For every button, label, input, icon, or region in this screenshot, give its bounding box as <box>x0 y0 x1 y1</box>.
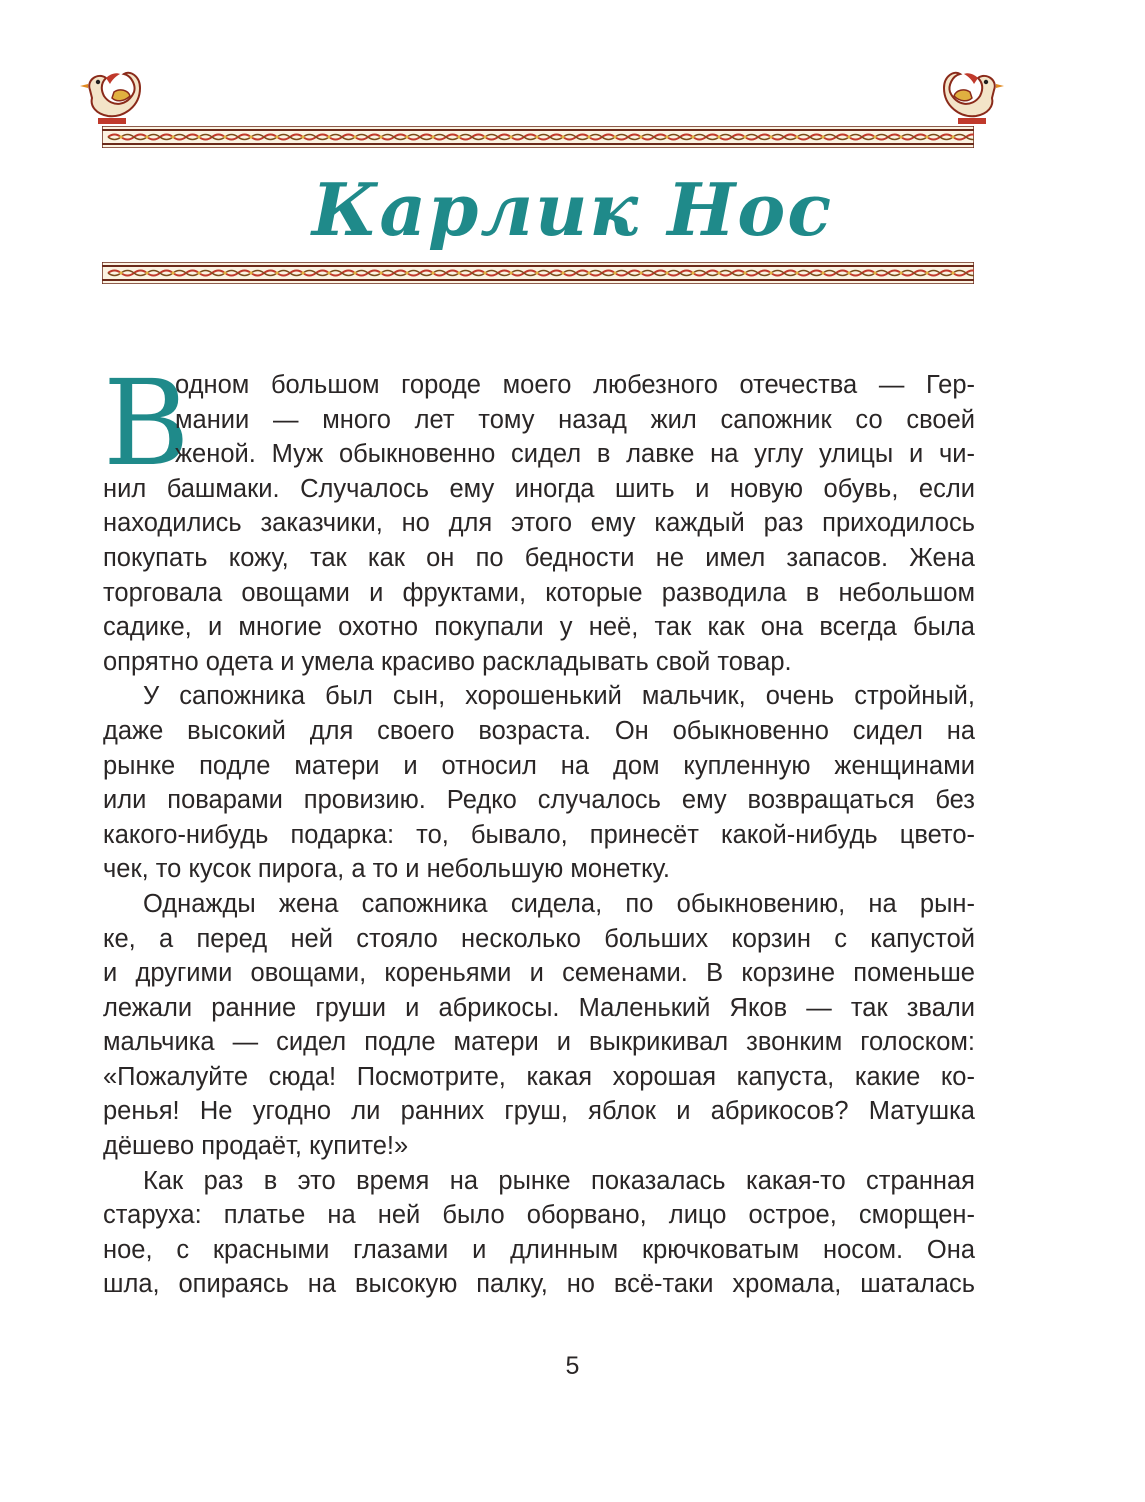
text-line: ке, а перед ней стояло несколько больших корзин с капустой <box>103 924 975 953</box>
text-line: старуха: платье на ней было оборвано, лицо острое, сморщен- <box>103 1201 975 1230</box>
paragraph <box>103 1164 975 1302</box>
text-line: и другими овощами, кореньями и семенами. В корзине поменьше <box>103 959 975 988</box>
left-bird-ornament-icon <box>76 62 146 132</box>
text-line: лежали ранние груши и абрикосы. Маленький Яков — так звали <box>103 993 975 1022</box>
text-line: одном большом городе моего любезного отечества — Гер- <box>175 371 975 399</box>
page-number: 5 <box>565 1352 580 1380</box>
text-line: садике, и многие охотно покупали у неё, так как она всегда была <box>103 613 975 642</box>
paragraph <box>103 679 975 887</box>
paragraph <box>103 354 975 679</box>
text-line: находились заказчики, но для этого ему каждый раз приходилось <box>103 509 975 538</box>
text-line: У сапожника был сын, хорошенький мальчик, очень стройный, <box>143 682 975 711</box>
text-line: ренья! Не угодно ли ранних груш, яблок и абрикосов? Матушка <box>103 1097 975 1126</box>
text-line: мании — много лет тому назад жил сапожник со своей <box>175 405 975 434</box>
title-ornament-border <box>102 262 974 284</box>
text-line: торговала овощами и фруктами, которые разводила в небольшом <box>103 578 975 607</box>
text-line: покупать кожу, так как он по бедности не имел запасов. Жена <box>103 543 975 572</box>
text-line: нил башмаки. Случалось ему иногда шить и новую обувь, если <box>103 474 975 503</box>
text-line: женой. Муж обыкновенно сидел в лавке на углу улицы и чи- <box>175 440 975 469</box>
top-ornament-border <box>102 126 974 148</box>
text-line: или поварами провизию. Редко случалось ему возвращаться без <box>103 786 975 815</box>
text-line: чек, то кусок пирога, а то и небольшую монетку. <box>103 855 670 884</box>
text-line: «Пожалуйте сюда! Посмотрите, какая хорошая капуста, какие ко- <box>103 1062 975 1091</box>
text-line: мальчика — сидел подле матери и выкрикивал звонким голоском: <box>103 1028 975 1057</box>
text-line: даже высокий для своего возраста. Он обыкновенно сидел на <box>103 716 975 745</box>
text-line: рынке подле матери и относил на дом купленную женщинами <box>103 751 975 780</box>
text-line: ное, с красными глазами и длинным крючковатым носом. Она <box>103 1235 975 1264</box>
text-line: дёшево продаёт, купите!» <box>103 1132 409 1161</box>
text-line: какого-нибудь подарка: то, бывало, принесёт какой-нибудь цвето- <box>103 820 975 849</box>
text-line: шла, опираясь на высокую палку, но всё-таки хромала, шаталась <box>103 1270 975 1299</box>
page-title: Карлик Нос <box>311 167 834 252</box>
text-line: Как раз в это время на рынке показалась какая-то странная <box>143 1166 975 1195</box>
right-bird-ornament-icon <box>938 62 1008 132</box>
paragraph <box>103 887 975 1164</box>
text-line: опрятно одета и умела красиво раскладывать свой товар. <box>103 647 792 676</box>
drop-cap-letter: В <box>103 354 190 492</box>
text-line: Однажды жена сапожника сидела, по обыкновению, на рын- <box>143 889 975 918</box>
story-text <box>103 354 975 1302</box>
